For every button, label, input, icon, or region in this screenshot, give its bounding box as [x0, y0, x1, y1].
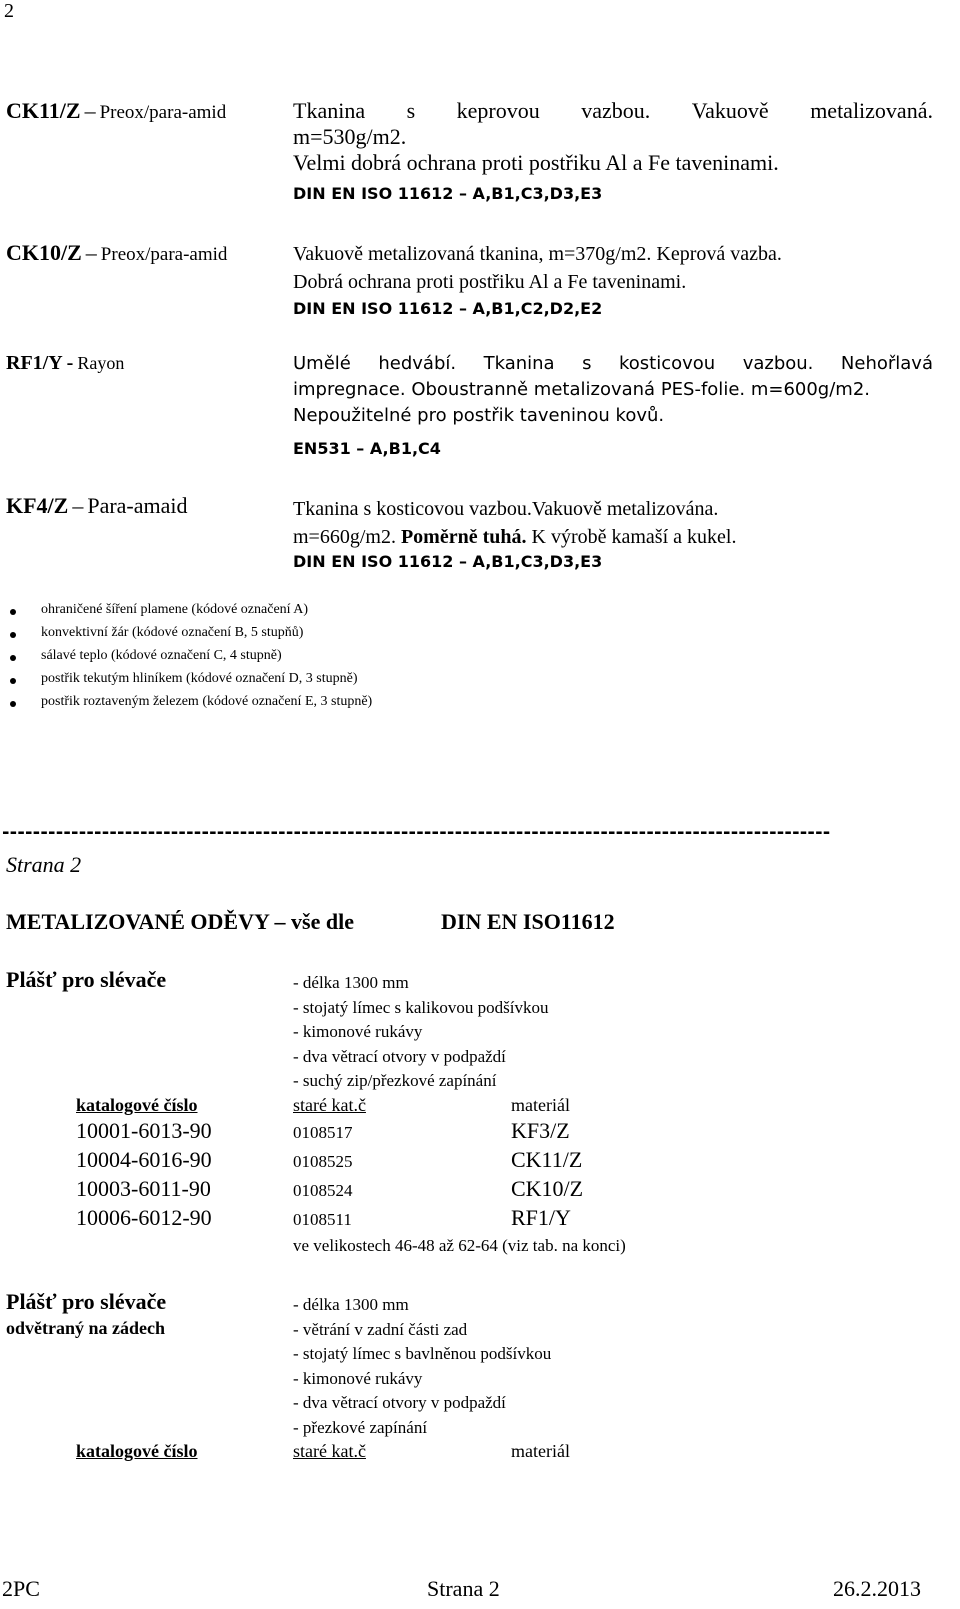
bullet-item: ohraničené šíření plamene (kódové označení A)	[41, 602, 309, 617]
product2-title: Plášť pro slévače	[6, 1289, 167, 1314]
product1-feature: - stojatý límec s kalikovou podšívkou	[293, 997, 549, 1017]
product1-header-catalog: katalogové číslo	[76, 1095, 198, 1115]
product1-sizes-note: ve velikostech 46-48 až 62-64 (viz tab. na konci)	[293, 1236, 626, 1255]
table-row-catalog: 10001-6013-90	[76, 1118, 212, 1143]
footer-left: 2PC	[2, 1576, 40, 1601]
material-kf4-label: KF4/Z – Para-amaid	[6, 493, 188, 518]
product1-features	[293, 971, 548, 1094]
table-row-old: 0108511	[293, 1210, 352, 1229]
desc-word: Nehořlavá	[840, 353, 933, 374]
desc-word: Vakuově	[691, 98, 769, 123]
bullet-item: postřik roztaveným železem (kódové označení E, 3 stupně)	[41, 694, 373, 709]
desc-word: hedvábí.	[378, 353, 457, 374]
table-row-catalog: 10003-6011-90	[76, 1176, 211, 1201]
table-row-material: CK11/Z	[511, 1147, 583, 1172]
table-row-catalog: 10004-6016-90	[76, 1147, 212, 1172]
table-row-old: 0108517	[293, 1123, 353, 1142]
dashed-divider: ------------------------------------------------------------------------------------------------------------	[2, 822, 831, 843]
desc-word: Tkanina	[483, 353, 555, 374]
material-rf1-label: RF1/Y - Rayon	[6, 352, 125, 374]
product1-feature: - délka 1300 mm	[293, 973, 409, 992]
material-rf1-desc: Umělé hedvábí. Tkanina s kosticovou vazbou. Nehořlavá impregnace. Oboustranně metalizovaná PES-folie. m=600g/m2. Nepoužitelné pro postřik taveninou kovů.	[293, 353, 933, 426]
section-title-left: METALIZOVANÉ ODĚVY – vše dle	[6, 909, 354, 934]
product2-header-old: staré kat.č materiál	[293, 1441, 570, 1461]
bullet-dot	[10, 609, 16, 615]
product2-feature: - délka 1300 mm	[293, 1295, 409, 1314]
desc-word: metalizovaná.	[810, 98, 933, 123]
product1-header-old: staré kat.č materiál	[293, 1095, 570, 1115]
table-row-old: 0108524	[293, 1181, 353, 1200]
table-row-material: KF3/Z	[511, 1118, 570, 1143]
material-ck11-desc-line1	[293, 98, 933, 124]
product2-feature: - dva větrací otvory v podpaždí	[293, 1393, 506, 1412]
product1-feature: - kimonové rukávy	[293, 1022, 423, 1041]
product1-feature: - dva větrací otvory v podpaždí	[293, 1046, 506, 1066]
product1-feature: - suchý zip/přezkové zapínání	[293, 1071, 497, 1090]
desc-word: kosticovou	[618, 353, 716, 374]
page-number-top: 2	[4, 0, 14, 22]
material-rf1-desc-line1	[293, 351, 933, 377]
material-ck10-label: CK10/Z – Preox/para-amid	[6, 240, 228, 265]
footer-right: 26.2.2013	[833, 1576, 921, 1601]
bullet-dot	[10, 701, 16, 707]
table-row-material: RF1/Y	[511, 1205, 571, 1230]
desc-word: Tkanina	[293, 98, 366, 123]
bullet-item: konvektivní žár (kódové označení B, 5 stupňů)	[41, 625, 304, 640]
material-kf4-norm: DIN EN ISO 11612 – A,B1,C3,D3,E3	[293, 552, 603, 571]
product2-feature: - stojatý límec s bavlněnou podšívkou	[293, 1344, 552, 1363]
product2-feature: - větrání v zadní části zad	[293, 1319, 468, 1339]
desc-word: vazbou.	[581, 98, 651, 123]
table-row-old: 0108525	[293, 1152, 353, 1171]
product2-subtitle: odvětraný na zádech	[6, 1318, 165, 1338]
material-kf4-desc-line2: m=660g/m2. Poměrně tuhá. K výrobě kamaší a kukel.	[293, 526, 737, 548]
material-ck11-desc: Tkanina s keprovou vazbou. Vakuově metalizovaná. m=530g/m2. Velmi dobrá ochrana proti postřiku Al a Fe taveninami.	[293, 98, 933, 175]
table-row-material: CK10/Z	[511, 1176, 584, 1201]
bullet-item: postřik tekutým hliníkem (kódové označení D, 3 stupně)	[41, 671, 358, 686]
desc-word: Umělé	[293, 353, 351, 374]
section-title-right: DIN EN ISO11612	[441, 909, 615, 934]
product2-header-catalog: katalogové číslo	[76, 1441, 198, 1461]
desc-word: s	[406, 98, 416, 123]
material-ck10-norm: DIN EN ISO 11612 – A,B1,C2,D2,E2	[293, 299, 603, 318]
material-ck10-desc: Vakuově metalizovaná tkanina, m=370g/m2. Keprová vazba. Dobrá ochrana proti postřiku Al a Fe taveninami.	[293, 243, 782, 293]
desc-word: vazbou.	[742, 353, 814, 374]
bullet-dot	[10, 678, 16, 684]
material-rf1-norm: EN531 – A,B1,C4	[293, 439, 441, 458]
desc-word: keprovou	[456, 98, 540, 123]
table-row-catalog: 10006-6012-90	[76, 1205, 212, 1230]
strana-heading: Strana 2	[6, 852, 82, 877]
material-ck11-label: CK11/Z – Preox/para-amid	[6, 98, 227, 123]
product2-feature: - kimonové rukávy	[293, 1368, 423, 1388]
bullet-dot	[10, 655, 16, 661]
product2-features	[293, 1293, 551, 1440]
material-ck11-norm: DIN EN ISO 11612 – A,B1,C3,D3,E3	[293, 184, 603, 203]
footer-center: Strana 2	[427, 1576, 500, 1601]
product2-feature: - přezkové zapínání	[293, 1417, 428, 1437]
bullet-item: sálavé teplo (kódové označení C, 4 stupně)	[41, 648, 282, 663]
desc-word: s	[582, 353, 592, 374]
product1-title: Plášť pro slévače	[6, 967, 167, 992]
material-kf4-desc: Tkanina s kosticovou vazbou.Vakuově metalizována. m=660g/m2. Poměrně tuhá. K výrobě kamaší a kukel.	[293, 495, 736, 551]
bullet-dot	[10, 632, 16, 638]
